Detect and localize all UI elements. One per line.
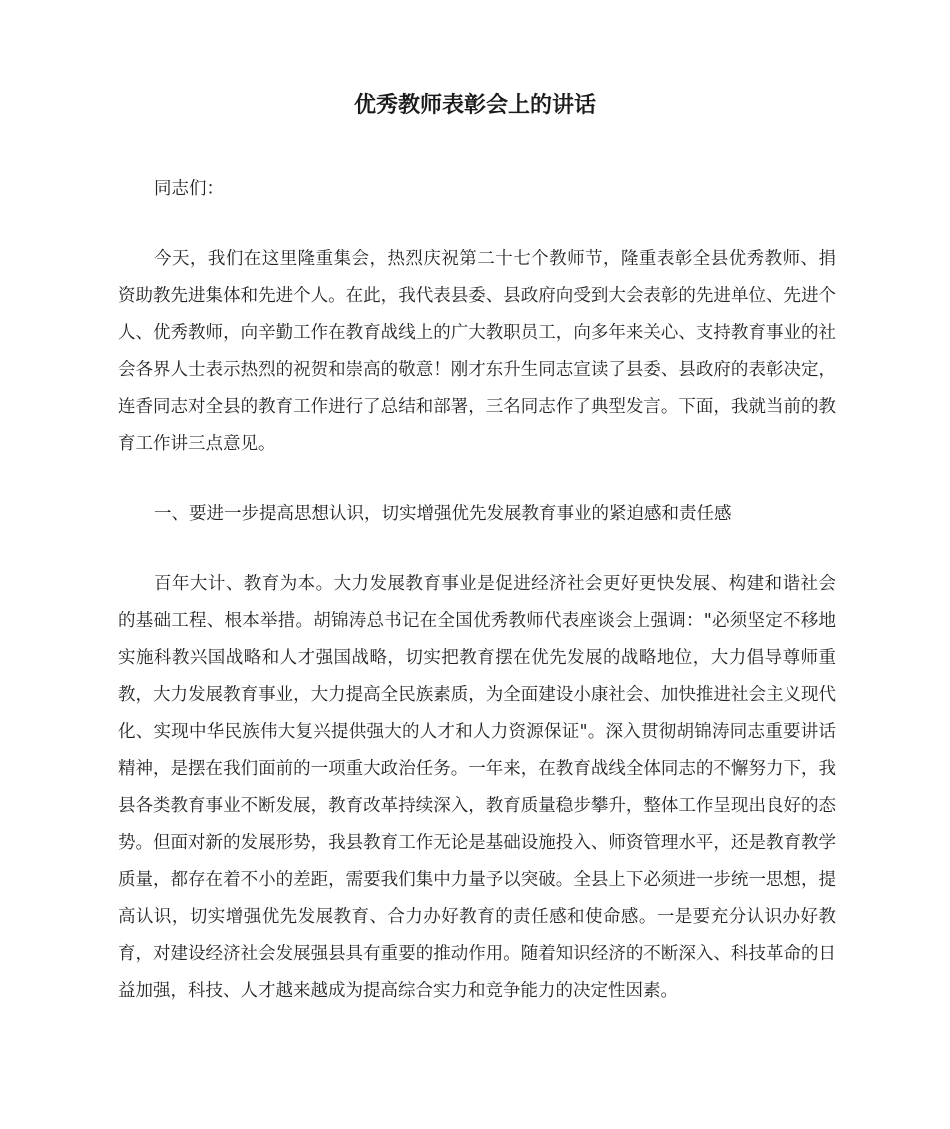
paragraph-opening: 今天，我们在这里隆重集会，热烈庆祝第二十七个教师节，隆重表彰全县优秀教师、捐资助教先进集体和先进个人。在此，我代表县委、县政府向受到大会表彰的先进单位、先进个人、优秀教师，向辛勤工作在教育战线上的广大教职员工，向多年来关心、支持教育事业的社会各界人士表示热烈的祝贺和崇高的敬意！刚才东升生同志宣读了县委、县政府的表彰决定，连香同志对全县的教育工作进行了总结和部署，三名同志作了典型发言。下面，我就当前的教育工作讲三点意见。 (118, 249, 836, 454)
paragraph-section-1: 百年大计、教育为本。大力发展教育事业是促进经济社会更好更快发展、构建和谐社会的基础工程、根本举措。胡锦涛总书记在全国优秀教师代表座谈会上强调："必须坚定不移地实施科教兴国战略和人才强国战略，切实把教育摆在优先发展的战略地位，大力倡导尊师重教，大力发展教育事业，大力提高全民族素质，为全面建设小康社会、加快推进社会主义现代化、实现中华民族伟大复兴提供强大的人才和人力资源保证"。深入贯彻胡锦涛同志重要讲话精神，是摆在我们面前的一项重大政治任务。一年来，在教育战线全体同志的不懈努力下，我县各类教育事业不断发展，教育改革持续深入，教育质量稳步攀升，整体工作呈现出良好的态势。但面对新的发展形势，我县教育工作无论是基础设施投入、师资管理水平，还是教育教学质量，都存在着不小的差距，需要我们集中力量予以突破。全县上下必须进一步统一思想，提高认识，切实增强优先发展教育、合力办好教育的责任感和使命感。一是要充分认识办好教育，对建设经济社会发展强县具有重要的推动作用。随着知识经济的不断深入、科技革命的日益加强，科技、人才越来越成为提高综合实力和竞争能力的决定性因素。 (118, 574, 836, 1001)
document-body (118, 171, 836, 1010)
section-heading-1: 一、要进一步提高思想认识，切实增强优先发展教育事业的紧迫感和责任感 (154, 504, 732, 524)
salutation: 同志们： (154, 179, 224, 199)
document-title: 优秀教师表彰会上的讲话 (353, 93, 596, 118)
